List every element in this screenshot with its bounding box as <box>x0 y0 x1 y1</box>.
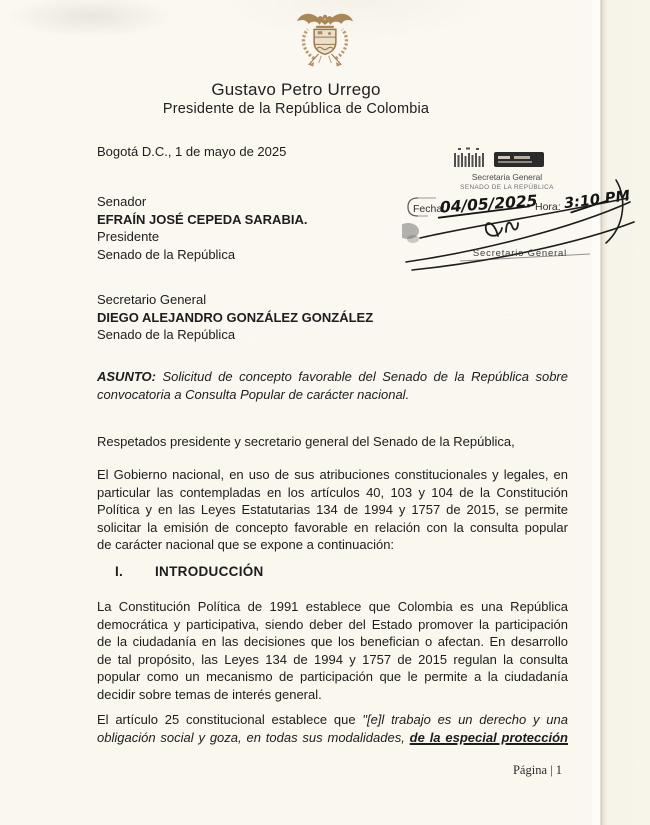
text-line: popular como un mecanismo de participación que le permite a la ciudadanía <box>97 669 568 684</box>
subject-block <box>97 368 568 403</box>
subject-label: ASUNTO: <box>97 369 156 384</box>
subject-line-1: ASUNTO: Solicitud de concepto favorable del Senado de la República sobre <box>97 369 568 384</box>
recipient-role: Secretario General <box>97 292 207 307</box>
recipient-secretary-general <box>97 291 568 344</box>
text-line: La Constitución Política de 1991 establece que Colombia es una República <box>97 599 568 614</box>
text-line: El Gobierno nacional, en uso de sus atribuciones constitucionales y legales, en <box>97 467 568 482</box>
text-line: de tal propósito, las Leyes 134 de 1994 y 1757 de 2015 regulan la consulta <box>97 651 568 667</box>
svg-text:3:10 PM: 3:10 PM <box>563 188 631 213</box>
recipient-senate-president <box>97 193 568 263</box>
section-title: INTRODUCCIÓN <box>155 564 264 579</box>
stamp-fecha-label: Fecha: <box>413 203 446 215</box>
svg-text:04/05/2025: 04/05/2025 <box>439 191 539 217</box>
scan-right-edge <box>592 0 650 825</box>
paragraph-2 <box>97 598 568 703</box>
stamp-org-label: SENADO DE LA REPÚBLICA <box>460 184 554 191</box>
section-heading-introduccion <box>97 563 568 581</box>
text-line: democrática y participativa, siendo deber del Estado promover la participación <box>97 616 568 632</box>
text-line: particular las contempladas en los artículos 40, 103 y 104 de la Constitución <box>97 484 568 500</box>
recipient-name: DIEGO ALEJANDRO GONZÁLEZ GONZÁLEZ <box>97 309 374 325</box>
recipient-org: Senado de la República <box>97 246 236 262</box>
date-line: Bogotá D.C., 1 de mayo de 2025 <box>97 144 287 159</box>
text-line: de carácter nacional que se expone a continuación: <box>97 537 395 552</box>
letterhead-name: Gustavo Petro Urrego <box>211 80 381 99</box>
text-line: Política y en las Leyes Estatutarias 134 de 1994 y 1757 de 2015, se permite <box>97 502 568 517</box>
colombia-coat-of-arms-icon <box>296 10 354 76</box>
page-number: Página | 1 <box>512 763 562 777</box>
emphasized-quote: de la especial protección <box>409 729 568 745</box>
text-line: El artículo 25 constitucional establece que "[e]l trabajo es un derecho y una <box>97 712 568 727</box>
recipient-org: Senado de la República <box>97 327 236 342</box>
stamp-barcode-icon <box>454 148 484 168</box>
recipient-role: Senador <box>97 194 147 209</box>
text-line: obligación social y goza, en todas sus modalidades, de la especial protección <box>97 729 568 745</box>
letterhead-title: Presidente de la República de Colombia <box>162 101 430 117</box>
text-line: decidir sobre temas de interés general. <box>97 686 322 702</box>
paragraph-1 <box>97 466 568 554</box>
greeting-line: Respetados presidente y secretario general del Senado de la República, <box>97 434 515 449</box>
recipient-position: Presidente <box>97 229 160 244</box>
recipient-name: EFRAÍN JOSÉ CEPEDA SARABIA. <box>97 211 308 227</box>
stamp-office-label: Secretaria General <box>471 172 543 182</box>
section-number: I. <box>115 564 124 579</box>
text-line: solicitar la emisión de concepto favorable en relación con la consulta popular <box>97 519 568 535</box>
text-line: de la ciudadanía en las decisiones que los benefician o afectan. En desarrollo <box>97 634 568 649</box>
subject-line-2: convocatoria a Consulta Popular de carácter nacional. <box>97 386 410 402</box>
paragraph-3 <box>97 711 568 746</box>
stamp-hora-label: Hora: <box>535 201 561 213</box>
stamp-signature-title: Secretario General <box>472 248 568 259</box>
stamp-dark-badge-icon <box>494 152 544 167</box>
